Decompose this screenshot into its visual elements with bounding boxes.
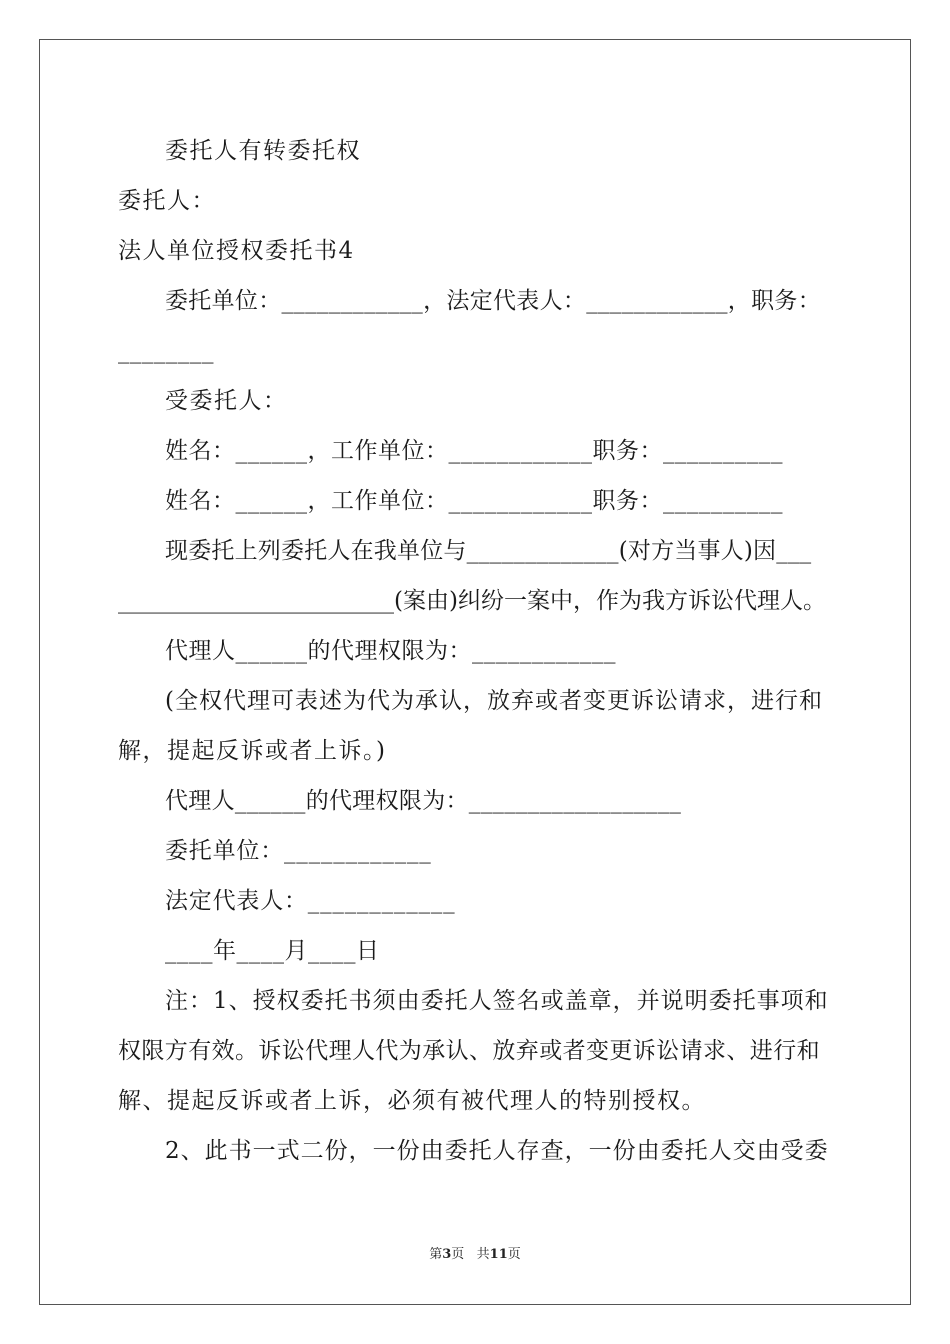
page-footer	[0, 1246, 950, 1264]
footer-page-number: 3	[442, 1247, 452, 1262]
text-line: ____年____月____日	[165, 938, 380, 964]
text-line: 代理人______的代理权限为：____________	[165, 638, 616, 664]
text-line: 解、提起反诉或者上诉，必须有被代理人的特别授权。	[118, 1088, 706, 1114]
text-line: 2、此书一式二份，一份由委托人存查，一份由委托人交由受委	[165, 1138, 829, 1164]
text-line: 委托人有转委托权	[165, 138, 361, 164]
text-line: 注：1、授权委托书须由委托人签名或盖章，并说明委托事项和	[165, 988, 829, 1014]
footer-total-pages: 11	[489, 1247, 508, 1262]
text-line: 解，提起反诉或者上诉。)	[118, 738, 387, 764]
text-line: 委托人：	[118, 188, 216, 214]
text-line: 现委托上列委托人在我单位与_____________(对方当事人)因___	[165, 538, 812, 564]
text-line: 代理人______的代理权限为：__________________	[165, 788, 682, 814]
text-line: 姓名：______，工作单位：____________职务：__________	[165, 438, 783, 464]
text-line: (全权代理可表述为代为承认，放弃或者变更诉讼请求，进行和	[165, 688, 823, 714]
footer-prefix: 第	[429, 1247, 443, 1262]
text-line: 姓名：______，工作单位：____________职务：__________	[165, 488, 783, 514]
text-line: 委托单位：____________	[165, 838, 432, 864]
text-line: 受委托人：	[165, 388, 288, 414]
text-line: 权限方有效。诉讼代理人代为承认、放弃或者变更诉讼请求、进行和	[118, 1038, 820, 1064]
footer-suffix: 页	[507, 1247, 521, 1262]
text-line: ________	[118, 338, 214, 364]
text-line: 法定代表人：____________	[165, 888, 456, 914]
footer-mid: 页 共	[451, 1247, 490, 1262]
text-line: 法人单位授权委托书4	[118, 238, 355, 264]
text-line: 委托单位：____________，法定代表人：____________，职务：	[165, 288, 821, 314]
text-line: ________________________(案由)纠纷一案中，作为我方诉讼代理人。	[118, 588, 826, 614]
